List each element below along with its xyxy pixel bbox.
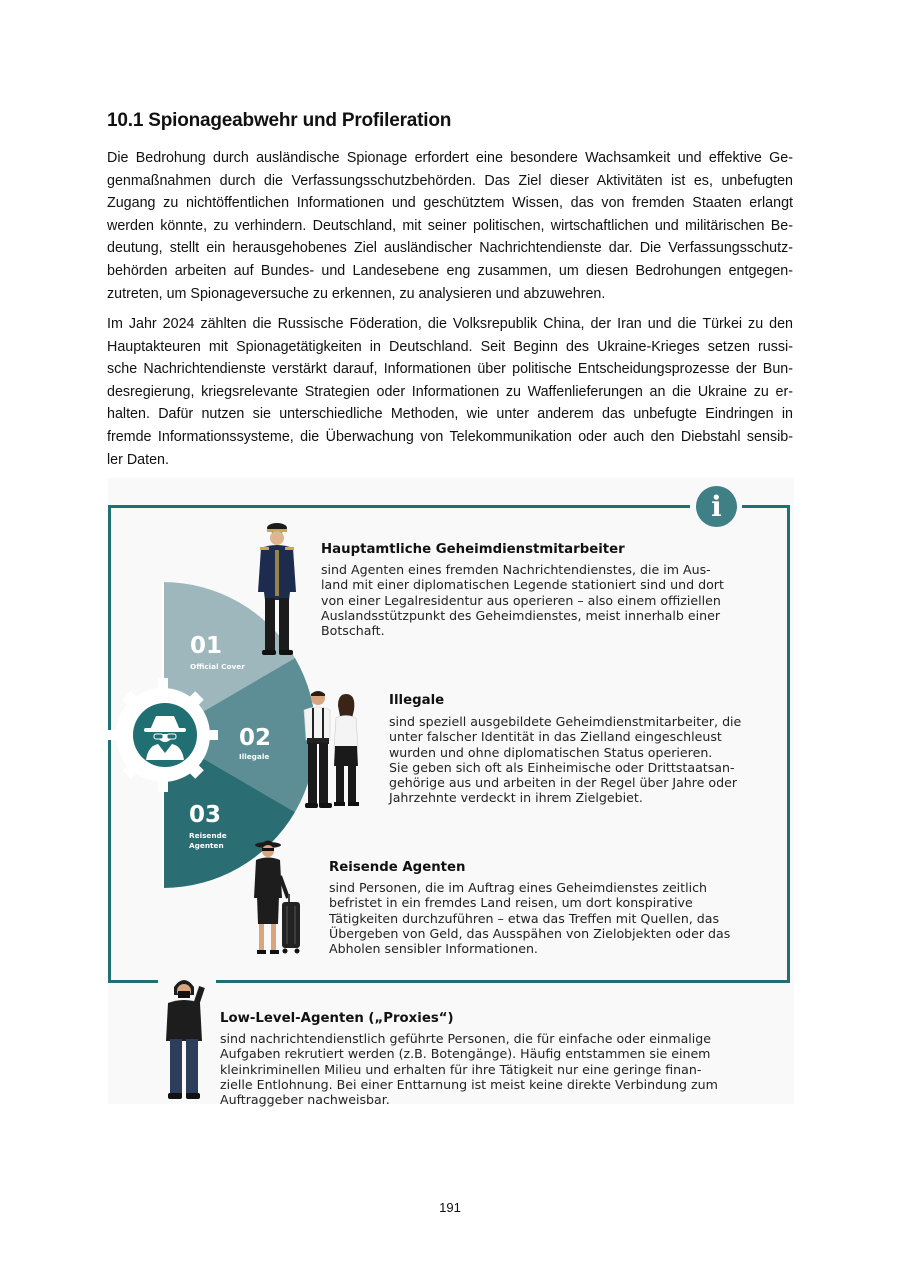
section-line: Auslandsstützpunkt des Geheimdienstes, meist innerhalb einer bbox=[321, 607, 721, 623]
paragraph-line: sche Nachrichtendienste verstärkt darauf, Informationen über politische Entscheidungsprozesse der Bun- bbox=[107, 361, 793, 378]
section-line: zielle Entlohnung. Bei einer Enttarnung ist meist keine direkte Verbindung zum bbox=[220, 1076, 718, 1092]
paragraph-line: werden könnte, zu verhindern. Deutschland, mit seiner politischen, wirtschaftlichen und militärischen Be- bbox=[107, 217, 793, 234]
section-line: sind speziell ausgebildete Geheimdienstmitarbeiter, die bbox=[389, 714, 742, 729]
paragraph-line: desregierung, kriegsrelevante Strategien oder Informationen zu Waffenlieferungen an die Ukraine zu er- bbox=[107, 383, 793, 400]
paragraph-line: Im Jahr 2024 zählten die Russische Föderation, die Volksrepublik China, der Iran und die Türkei zu den bbox=[107, 316, 793, 332]
section-line: wurden und ohne diplomatischen Status operieren. bbox=[389, 744, 713, 760]
paragraph-line: ler Daten. bbox=[107, 451, 169, 468]
section-title-reisende-agenten: Reisende Agenten bbox=[329, 860, 466, 875]
segment-number: 02 bbox=[239, 725, 272, 751]
couple-figure-icon bbox=[296, 688, 368, 812]
section-line: sind Agenten eines fremden Nachrichtendienstes, die im Aus- bbox=[321, 562, 711, 577]
section-text-reisende-agenten bbox=[329, 880, 730, 956]
section-text-illegale bbox=[389, 714, 741, 806]
segment-label-line: Agenten bbox=[189, 841, 224, 850]
paragraph-line: zutreten, um Spionageversuche zu erkennen, zu analysieren und abzuwehren. bbox=[107, 285, 606, 302]
section-line: befristet in ein fremdes Land reisen, um dort konspirative bbox=[329, 895, 693, 911]
section-line: Abholen sensibler Informationen. bbox=[329, 941, 538, 957]
section-line: von einer Legalresidentur aus operieren – also einem offiziellen bbox=[321, 592, 721, 608]
segment-label-line: Reisende bbox=[189, 831, 227, 840]
section-line: kleinkriminellen Milieu und erhalten für ihre Tätigkeit nur eine geringe finan- bbox=[220, 1061, 702, 1077]
section-title-illegale: Illegale bbox=[389, 693, 445, 708]
segment-label: Illegale bbox=[239, 752, 270, 761]
paragraph-line: Hauptakteuren mit Spionagetätigkeiten in Deutschland. Seit Beginn des Ukraine-Krieges setzen russi- bbox=[107, 338, 793, 355]
section-text-low-level-agenten bbox=[220, 1031, 718, 1107]
paragraph-line: Zugang zu nichtöffentlichen Informationen und geschütztem Wissen, das von fremden Staaten erlangt bbox=[107, 195, 793, 212]
section-line: Jahrzehnte verdeckt in ihrem Zielgebiet. bbox=[389, 790, 643, 806]
paragraph-line: halten. Dafür nutzen sie unterschiedliche Methoden, wie unter anderem das unbefugte Eindringen in bbox=[107, 406, 793, 423]
section-heading: 10.1 Spionageabwehr und Profileration bbox=[107, 110, 452, 131]
section-line: sind Personen, die im Auftrag eines Geheimdienstes zeitlich bbox=[329, 880, 708, 895]
section-title-low-level-agenten: Low-Level-Agenten („Proxies“) bbox=[220, 1011, 454, 1026]
segment-label: Official Cover bbox=[190, 662, 245, 671]
section-line: Tätigkeiten durchzuführen – etwa das Treffen mit Quellen, das bbox=[329, 910, 720, 926]
segment-number: 03 bbox=[189, 802, 222, 828]
info-icon: i bbox=[696, 486, 737, 527]
paragraph-2 bbox=[107, 313, 793, 471]
section-title-official-cover: Hauptamtliche Geheimdienstmitarbeiter bbox=[321, 542, 625, 557]
paragraph-line: behörden arbeiten auf Bundes- und Landesebene eng zusammen, um diesen Bedrohungen entgegen- bbox=[107, 262, 793, 279]
paragraph-line: deutung, stellt ein herausgehobenes Ziel ausländischer Nachrichtendienste dar. Die Verfassungsschutz- bbox=[107, 240, 793, 257]
paragraph-1 bbox=[107, 147, 793, 305]
section-line: Botschaft. bbox=[321, 623, 385, 639]
section-line: sind nachrichtendienstlich geführte Personen, die für einfache oder einmalige bbox=[220, 1031, 712, 1046]
section-line: Übergeben von Geld, das Ausspähen von Zielobjekten oder das bbox=[329, 925, 731, 941]
section-line: Aufgaben rekrutiert werden (z.B. Botengänge). Häufig entstammen sie einem bbox=[220, 1046, 711, 1062]
segment-number: 01 bbox=[190, 633, 223, 659]
paragraph-line: fremde Informationssysteme, die Überwachung von Telekommunikation oder auch den Diebstahl sensib- bbox=[107, 428, 793, 445]
section-line: gehörige aus und arbeiten in der Regel über Jahre oder bbox=[389, 775, 738, 791]
paragraph-line: genmaßnahmen durch die Verfassungsschutzbehörden. Das Ziel dieser Aktivitäten ist es, unbefugten bbox=[107, 172, 793, 189]
paragraph-line: Die Bedrohung durch ausländische Spionage erfordert eine besondere Wachsamkeit und effektive Ge- bbox=[107, 150, 793, 166]
page-number: 191 bbox=[439, 1200, 461, 1215]
section-line: Sie geben sich oft als Einheimische oder Drittstaatsan- bbox=[389, 759, 735, 775]
segment-label bbox=[189, 831, 227, 851]
proxy-figure-icon bbox=[160, 975, 212, 1103]
officer-figure-icon bbox=[252, 522, 302, 658]
traveler-figure-icon bbox=[248, 836, 306, 958]
section-line: Auftraggeber nachweisbar. bbox=[220, 1092, 390, 1108]
section-line: land mit einer diplomatischen Legende stationiert sind und dort bbox=[321, 577, 724, 593]
section-text-official-cover bbox=[321, 562, 724, 638]
section-line: unter falscher Identität in das Zielland eingeschleust bbox=[389, 729, 722, 745]
